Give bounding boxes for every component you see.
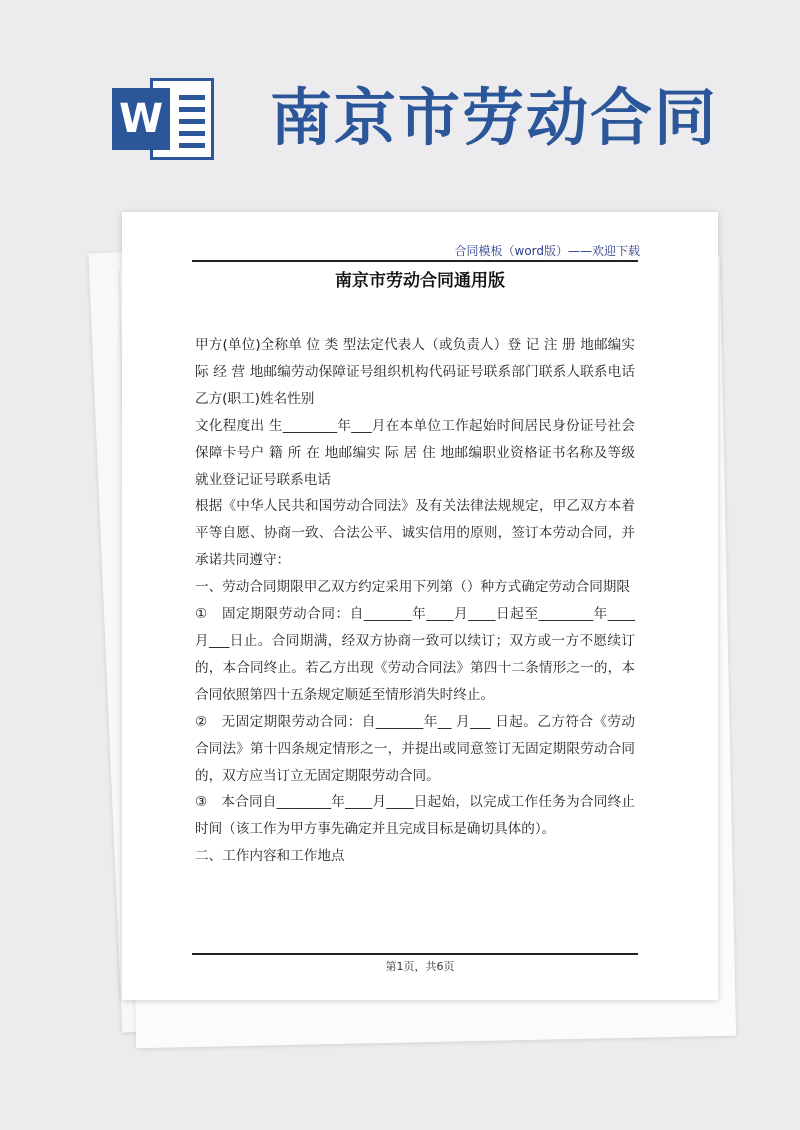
paragraph-section-1: 一、劳动合同期限甲乙双方约定采用下列第（）种方式确定劳动合同期限 [195,579,630,596]
banner-title: 南京市劳动合同 [270,81,719,154]
footer-rule [192,953,638,955]
document-page [122,212,718,1000]
banner [0,0,800,200]
word-icon [112,78,214,160]
paragraph-task-term: ③ 本合同自________年____月____日起始，以完成工作任务为合同终止时间（该工作为甲方事先确定并且完成目标是确切具体的）。 [195,794,635,838]
header-rule [192,260,638,262]
word-letter: W [112,88,170,150]
paragraph-parties: 甲方(单位)全称单 位 类 型法定代表人（或负责人）登 记 注 册 地邮编实 际 经 营 地邮编劳动保障证号组织机构代码证号联系部门联系人联系电话乙方(职工)姓名性别 [195,337,635,407]
paragraph-open-term: ② 无固定期限劳动合同：自_______年__ 月___ 日起。乙方符合《劳动合同法》第十四条规定情形之一，并提出或同意签订无固定期限劳动合同的，双方应当订立无固定期限劳动合同。 [195,713,635,784]
page-header-text: 合同模板（word版）——欢迎下载 [454,244,640,258]
document-body [195,332,635,870]
paragraph-employee-info: 文化程度出 生________年___月在本单位工作起始时间居民身份证号社会保障卡号户 籍 所 在 地邮编实 际 居 住 地邮编职业资格证书名称及等级就业登记证号联系电话 [195,417,635,488]
paragraph-preamble: 根据《中华人民共和国劳动合同法》及有关法律法规规定，甲乙双方本着平等自愿、协商一致、合法公平、诚实信用的原则，签订本劳动合同，并承诺共同遵守： [195,498,635,569]
paragraph-fixed-term: ① 固定期限劳动合同：自_______年____月____日起至________年____月___日止。合同期满，经双方协商一致可以续订；双方或一方不愿续订的，本合同终止。若乙方出现《劳动合同法》第四十二条情形之一的，本合同依照第四十五条规定顺延至情形消失时终止。 [195,606,635,703]
page-footer: 第1页，共6页 [385,960,455,973]
document-title: 南京市劳动合同通用版 [335,271,505,291]
paragraph-section-2: 二、工作内容和工作地点 [195,848,345,865]
